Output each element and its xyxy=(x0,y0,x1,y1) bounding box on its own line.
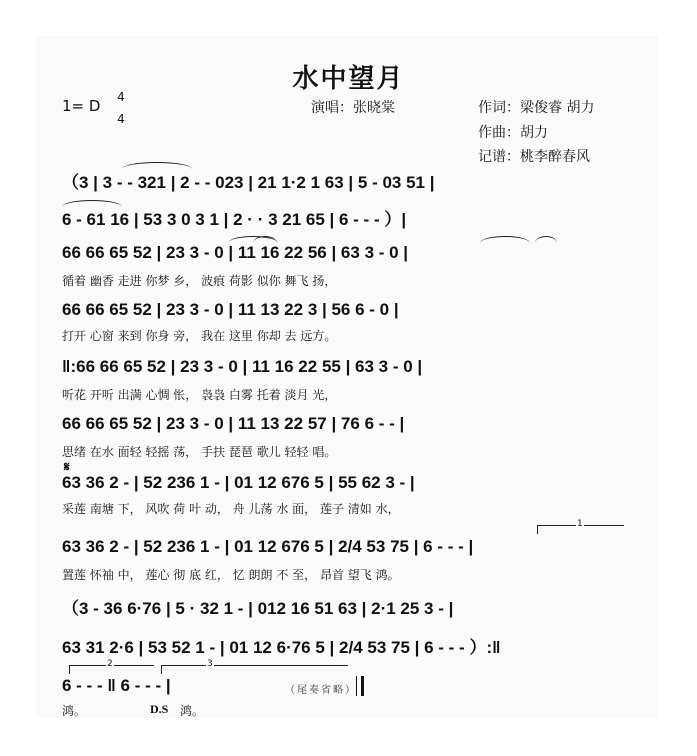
lyrics-row-4: 打开 心窗 来到 你身 旁， 我在 这里 你却 去 远方。 xyxy=(62,329,337,343)
volta-3: 3 xyxy=(161,665,348,674)
slur xyxy=(480,236,530,243)
transcriber: 记谱：桃李醉春风 xyxy=(478,149,590,165)
notation-row-8: 63 36 2 - | 52 236 1 - | 01 12 676 5 | 2/4 53 75 | 6 - - - | xyxy=(62,537,474,556)
notation-row-11: 6 - - - ‖ 6 - - - | xyxy=(62,676,171,695)
time-signature-top: 4 xyxy=(117,90,125,104)
lyrics-row-6: 思绪 在水 面轻 轻摇 荡， 手扶 琵琶 歌儿 轻轻 唱。 xyxy=(62,445,337,459)
outro-omitted-note: （尾奏省略） xyxy=(285,685,357,696)
notation-row-5: ‖:66 66 65 52 | 23 3 - 0 | 11 16 22 55 | 63 3 - 0 | xyxy=(62,357,423,376)
ds-marking: D.S xyxy=(150,702,169,716)
time-signature-bottom: 4 xyxy=(117,112,125,126)
notation-row-6: 66 66 65 52 | 23 3 - 0 | 11 13 22 57 | 76 6 - - | xyxy=(62,414,405,433)
lyrics-row-3: 循着 幽香 走进 你梦 乡， 波痕 荷影 似你 舞飞 扬， xyxy=(62,274,337,288)
composer: 作曲：胡力 xyxy=(478,125,548,141)
song-title: 水中望月 xyxy=(292,64,405,94)
slur xyxy=(535,236,557,243)
notation-row-2: 6 - 61 16 | 53 3 0 3 1 | 2 · · 3 21 65 | 6 - - - ）| xyxy=(62,210,407,229)
volta-1: 1 xyxy=(537,525,624,534)
lyrics-row-8: 置莲 怀袖 中， 莲心 彻 底 红， 忆 朗朗 不 至， 昂首 望飞 鸿。 xyxy=(62,568,400,582)
key-signature: 1= D xyxy=(62,97,101,115)
lyrics-row-7: 采莲 南塘 下， 风吹 荷 叶 动， 舟 儿荡 水 面， 莲子 清如 水， xyxy=(62,502,400,516)
lyricist: 作词：梁俊睿 胡力 xyxy=(478,100,595,116)
lyrics-row-11: 鸿。 xyxy=(62,704,87,718)
notation-row-9: （3 - 36 6·76 | 5 · 32 1 - | 012 16 51 63 | 2·1 25 3 - | xyxy=(62,599,454,618)
notation-row-1: （3 | 3 - - 321 | 2 - - 023 | 21 1·2 1 63 | 5 - 03 51 | xyxy=(62,173,435,192)
lyrics-row-5: 听花 开听 出满 心惆 怅， 袅袅 白雾 托着 淡月 光， xyxy=(62,388,337,402)
volta-2: 2 xyxy=(69,665,154,674)
notation-row-3: 66 66 65 52 | 23 3 - 0 | 11 16 22 56 | 63 3 - 0 | xyxy=(62,243,409,262)
notation-row-7: 63 36 2 - | 52 236 1 - | 01 12 676 5 | 55 62 3 - | xyxy=(62,473,415,492)
segno-sign: 𝄋 xyxy=(64,460,70,475)
final-barline xyxy=(356,676,364,696)
time-signature xyxy=(116,92,126,125)
slur xyxy=(122,162,192,169)
singer: 演唱：张晓棠 xyxy=(311,100,395,116)
notation-row-10: 63 31 2·6 | 53 52 1 - | 01 12 6·76 5 | 2/4 53 75 | 6 - - - ）:‖ xyxy=(62,638,501,657)
slur xyxy=(62,200,122,207)
slur xyxy=(253,236,277,243)
ds-lyric: 鸿。 xyxy=(180,704,205,718)
notation-row-4: 66 66 65 52 | 23 3 - 0 | 11 13 22 3 | 56 6 - 0 | xyxy=(62,300,399,319)
